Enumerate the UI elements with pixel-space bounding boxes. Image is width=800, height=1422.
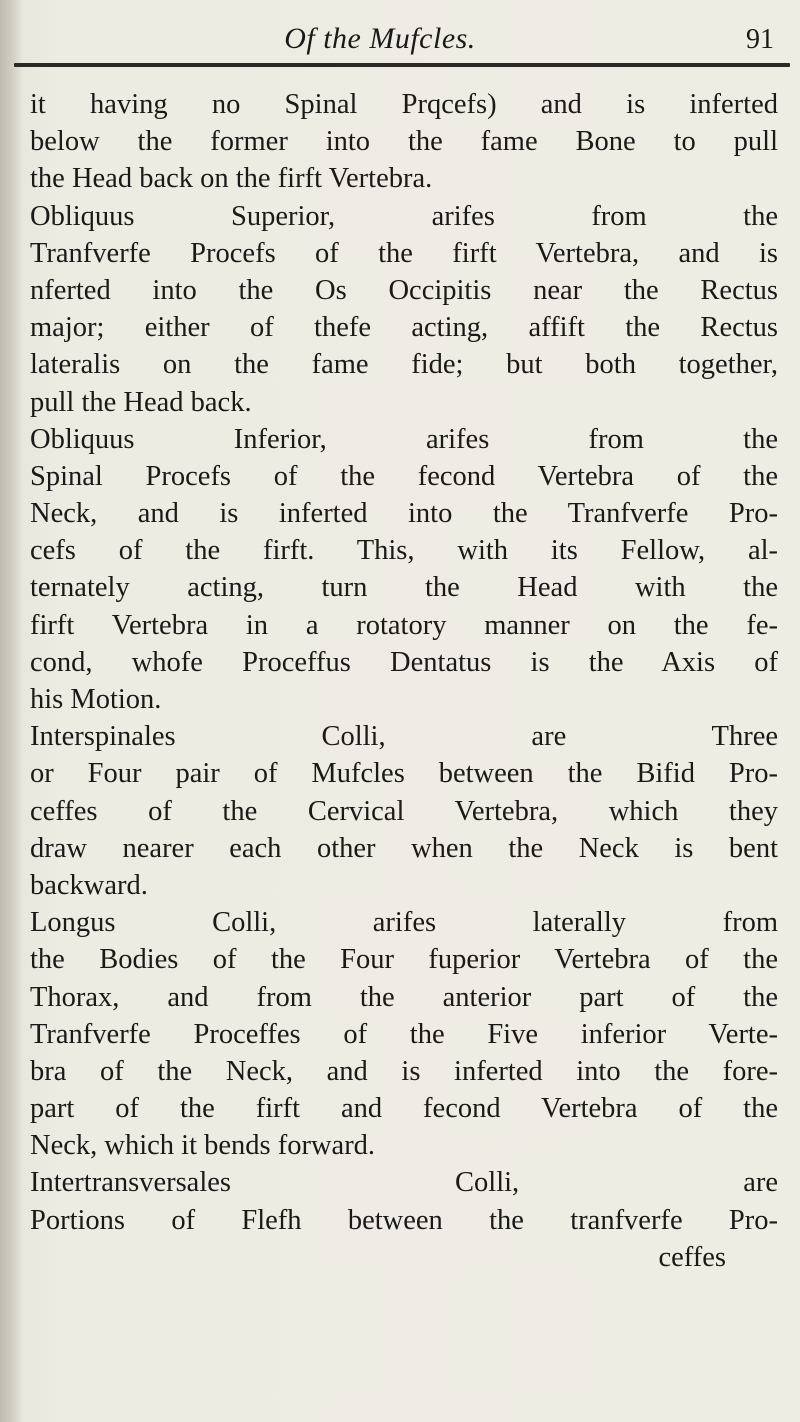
body-text [30, 86, 778, 1276]
text-line: cefs of the firft. This, with its Fellow, al- [30, 535, 778, 567]
text-line: bra of the Neck, and is inferted into the fore- [30, 1055, 778, 1087]
text-line: Interspinales Colli, are Three [30, 721, 778, 753]
text-line: it having no Spinal Prqcefs) and is inferted [30, 89, 778, 120]
running-title: Of the Mufcles. [284, 22, 476, 55]
text-line: Intertransversales Colli, are [30, 1167, 778, 1199]
page-gutter-shadow [0, 0, 22, 1422]
text-line: lateralis on the fame fide; but both together, [30, 349, 778, 381]
text-line: cond, whofe Proceffus Dentatus is the Axis of [30, 646, 778, 678]
text-line: Tranfverfe Procefs of the firft Vertebra, and is [30, 237, 778, 269]
text-line: part of the firft and fecond Vertebra of the [30, 1093, 778, 1125]
text-line: Neck, which it bends forward. [30, 1130, 376, 1162]
text-line: backward. [30, 869, 148, 901]
text-line: below the former into the fame Bone to pull [30, 126, 778, 158]
text-line: ternately acting, turn the Head with the [30, 572, 778, 604]
text-line: ceffes of the Cervical Vertebra, which they [30, 795, 778, 827]
page-header [0, 22, 790, 66]
text-line: pull the Head back. [30, 386, 252, 418]
text-line: the Bodies of the Four fuperior Vertebra of the [30, 944, 778, 976]
text-line: Obliquus Superior, arifes from the [30, 200, 778, 232]
text-line: the Head back on the firft Vertebra. [30, 163, 433, 195]
text-line: Neck, and is inferted into the Tranfverfe Pro- [30, 498, 778, 530]
text-line: Tranfverfe Proceffes of the Five inferior Verte- [30, 1018, 778, 1050]
text-line: Portions of Flefh between the tranfverfe Pro- [30, 1204, 778, 1236]
text-line: Obliquus Inferior, arifes from the [30, 423, 778, 455]
text-line: Thorax, and from the anterior part of the [30, 981, 778, 1013]
text-line: Spinal Procefs of the fecond Vertebra of the [30, 460, 778, 492]
text-line: firft Vertebra in a rotatory manner on the fe- [30, 609, 778, 641]
text-line: his Motion. [30, 684, 162, 715]
catchword: ceffes [658, 1241, 726, 1273]
text-line: Longus Colli, arifes laterally from [30, 907, 778, 939]
header-rule [14, 63, 790, 67]
text-line: draw nearer each other when the Neck is bent [30, 832, 778, 864]
text-line: nferted into the Os Occipitis near the Rectus [30, 274, 778, 306]
text-line: major; either of thefe acting, affift the Rectus [30, 312, 778, 344]
page-number: 91 [746, 24, 774, 55]
text-line: or Four pair of Mufcles between the Bifid Pro- [30, 758, 778, 790]
